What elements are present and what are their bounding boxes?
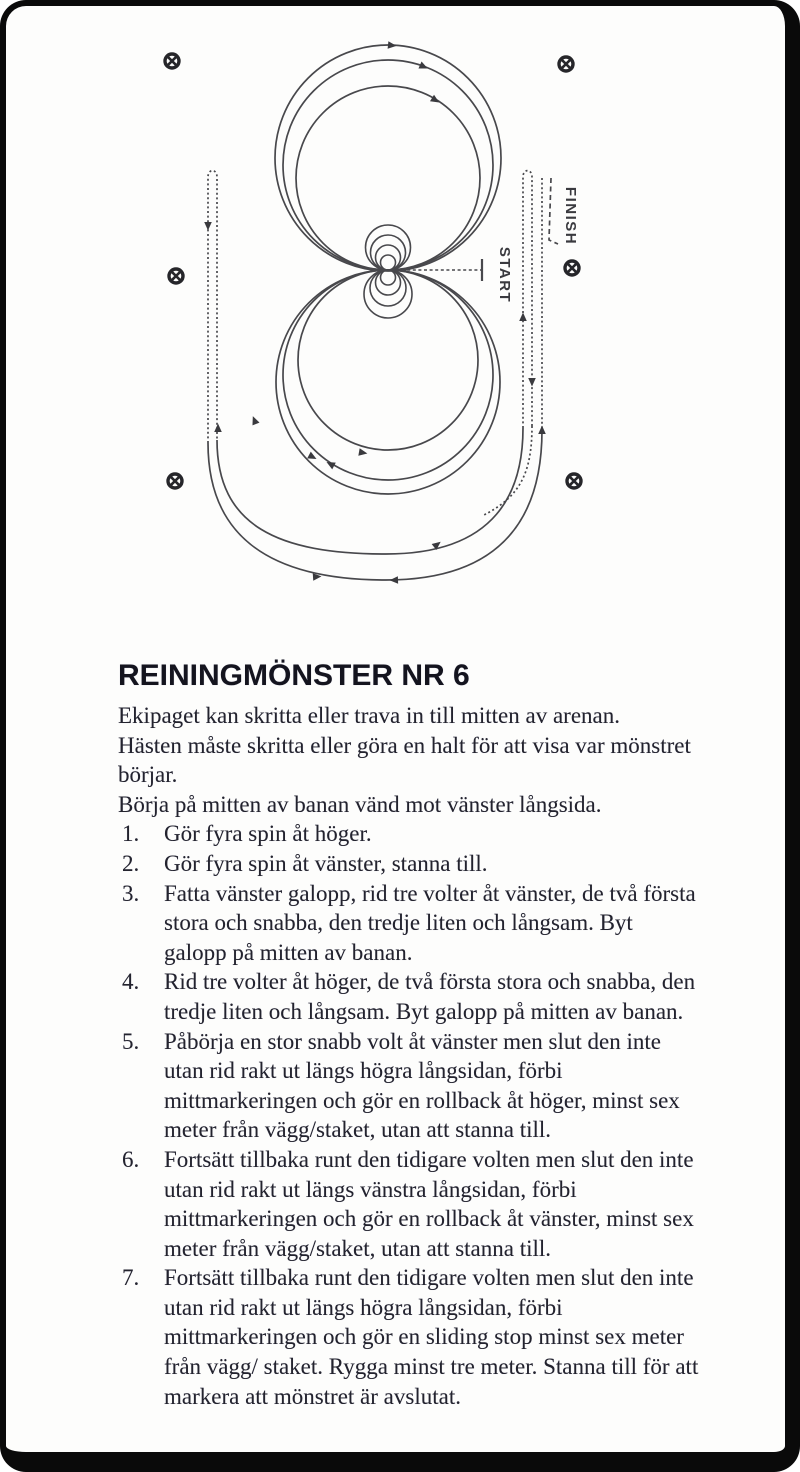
start-label: START xyxy=(496,246,513,304)
step-item xyxy=(118,1263,700,1411)
intro-paragraphs xyxy=(118,701,700,819)
step-text: Påbörja en stor snabb volt åt vänster men slut den inte utan rid rakt ut längs högra långsidan, förbi mittmarkeringen och gör en rollback åt höger, minst sex meter från vägg/staket, utan att stanna till. xyxy=(164,1028,680,1143)
step-text: Fortsätt tillbaka runt den tidigare volten men slut den inte utan rid rakt ut längs högra långsidan, förbi mittmarkeringen och gör en sliding stop minst sex meter från vägg/ staket. Rygga minst tre meter. Stanna till för att markera att mönstret är avslutat. xyxy=(164,1265,699,1409)
step-number: 7. xyxy=(122,1265,140,1291)
intro-line: Börja på mitten av banan vänd mot vänster långsida. xyxy=(118,791,602,817)
finish-marker-line xyxy=(549,178,558,244)
arena-marker-icon xyxy=(165,54,179,68)
intro-line: Hästen måste skritta eller göra en halt för att visa var mönstret börjar. xyxy=(118,732,691,788)
step-number: 2. xyxy=(122,850,140,876)
reining-pattern-svg xyxy=(130,28,670,660)
bottom-circles xyxy=(276,270,500,494)
step-text: Rid tre volter åt höger, de två första stora och snabba, den tredje liten och långsam. Byt galopp på mitten av banan. xyxy=(164,969,696,1024)
pattern-description xyxy=(118,659,700,1411)
arena-marker-icon xyxy=(559,57,573,71)
bottom-sweeps xyxy=(208,428,542,580)
steps-list xyxy=(118,819,700,1411)
step-item xyxy=(118,849,700,879)
page-title: REININGMÖNSTER NR 6 xyxy=(118,659,470,692)
finish-label: FINISH xyxy=(562,186,579,246)
step-text: Fortsätt tillbaka runt den tidigare volten men slut den inte utan rid rakt ut längs vänstra långsidan, förbi mittmarkeringen och gör en rollback åt vänster, minst sex meter från vägg/staket, utan att stanna till. xyxy=(164,1146,694,1261)
arena-marker-icon xyxy=(169,269,183,283)
step-item xyxy=(118,819,700,849)
spin-circles-lower xyxy=(364,270,412,318)
start-marker-line xyxy=(396,259,482,281)
step-number: 3. xyxy=(122,880,140,906)
step-item xyxy=(118,1145,700,1263)
step-text: Gör fyra spin åt höger. xyxy=(164,821,372,847)
step-text: Fatta vänster galopp, rid tre volter åt vänster, de två första stora och snabba, den tredje liten och långsam. Byt galopp på mitten av banan. xyxy=(164,880,696,965)
step-number: 4. xyxy=(122,969,140,995)
arena-marker-icon xyxy=(567,474,581,488)
spin-circles-upper xyxy=(366,225,411,270)
top-circles xyxy=(275,45,501,271)
arena-marker-icon xyxy=(565,261,579,275)
step-item xyxy=(118,967,700,1026)
step-item xyxy=(118,879,700,968)
pattern-diagram xyxy=(130,28,670,660)
step-text: Gör fyra spin åt vänster, stanna till. xyxy=(164,850,488,876)
step-item xyxy=(118,1027,700,1145)
arena-marker-icon xyxy=(168,474,182,488)
step-number: 5. xyxy=(122,1028,140,1054)
step-number: 1. xyxy=(122,821,140,847)
right-rundown xyxy=(482,171,542,516)
step-number: 6. xyxy=(122,1146,140,1172)
intro-line: Ekipaget kan skritta eller trava in till mitten av arenan. xyxy=(118,703,620,728)
left-rundown xyxy=(208,171,217,443)
